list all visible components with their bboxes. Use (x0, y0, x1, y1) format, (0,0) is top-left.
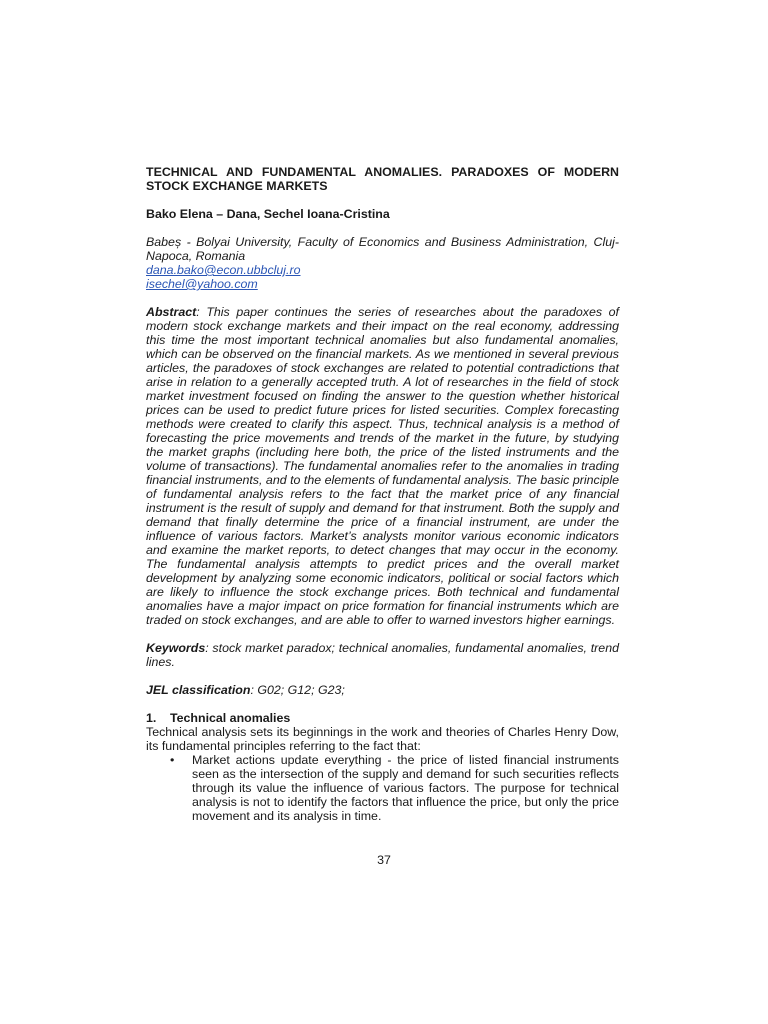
paper-authors: Bako Elena – Dana, Sechel Ioana-Cristina (146, 207, 390, 221)
paper-title: TECHNICAL AND FUNDAMENTAL ANOMALIES. PARADOXES OF MODERN STOCK EXCHANGE MARKETS (146, 165, 619, 193)
section-title: Technical anomalies (170, 711, 291, 725)
keywords-paragraph (146, 641, 619, 669)
email-link-1[interactable]: dana.bako@econ.ubbcluj.ro (146, 263, 301, 277)
email-link-2[interactable]: isechel@yahoo.com (146, 277, 258, 291)
keywords-label: Keywords (146, 641, 206, 655)
list-item (146, 753, 619, 823)
jel-classification (146, 683, 619, 697)
bullet-icon: • (170, 753, 175, 767)
page-number: 37 (377, 853, 391, 867)
paper-page (146, 165, 619, 823)
abstract-text: : This paper continues the series of researches about the paradoxes of modern stock exchange markets and their impact on the real economy, addressing this time the most important technical anomalies but also fundamental anomalies, which can be observed on the financial markets. As we mentioned in several previous articles, the paradoxes of stock exchanges are related to potential contradictions that arise in relation to a generally accepted truth. A lot of researches in the field of stock market investment focused on finding the answer to the question whether historical prices can be used to predict future prices for listed securities. Complex forecasting methods were created to clarify this aspect. Thus, technical analysis is a method of forecasting the price movements and trends of the market in the future, by studying the market graphs (including here both, the price of the listed instruments and the volume of transactions). The fundamental anomalies refer to the anomalies in trading financial instruments, and to the elements of fundamental analysis. The basic principle of fundamental analysis refers to the fact that the market price of any financial instrument is the result of supply and demand for that instrument. Both the supply and demand that finally determine the price of a financial instrument, are under the influence of various factors. Market’s analysts monitor various economic indicators and examine the market reports, to detect changes that may occur in the economy. The fundamental analysis attempts to predict prices and the overall market development by analyzing some economic indicators, political or social factors which are likely to influence the stock exchange prices. Both technical and fundamental anomalies have a major impact on price formation for financial instruments which are traded on stock exchanges, and are able to offer to warned investors higher earnings. (146, 305, 619, 627)
abstract-paragraph (146, 305, 619, 627)
bullet-text: Market actions update everything - the price of listed financial instruments seen as the intersection of the supply and demand for such securities reflects through its value the influence of various factors. The purpose for technical analysis is not to identify the factors that influence the price, but only the price movement and its analysis in time. (192, 753, 619, 823)
section-heading (146, 711, 619, 725)
affiliation-text: Babeș - Bolyai University, Faculty of Economics and Business Administration, Cluj-Napoca, Romania (146, 235, 619, 263)
section-number: 1. (146, 711, 157, 725)
jel-label: JEL classification (146, 683, 251, 697)
section-intro: Technical analysis sets its beginnings in the work and theories of Charles Henry Dow, its fundamental principles referring to the fact that: (146, 725, 619, 753)
keywords-text: : stock market paradox; technical anomalies, fundamental anomalies, trend lines. (146, 641, 619, 669)
author-affiliation (146, 235, 619, 291)
abstract-label: Abstract (146, 305, 197, 319)
bullet-list (146, 753, 619, 823)
jel-text: : G02; G12; G23; (250, 683, 345, 697)
